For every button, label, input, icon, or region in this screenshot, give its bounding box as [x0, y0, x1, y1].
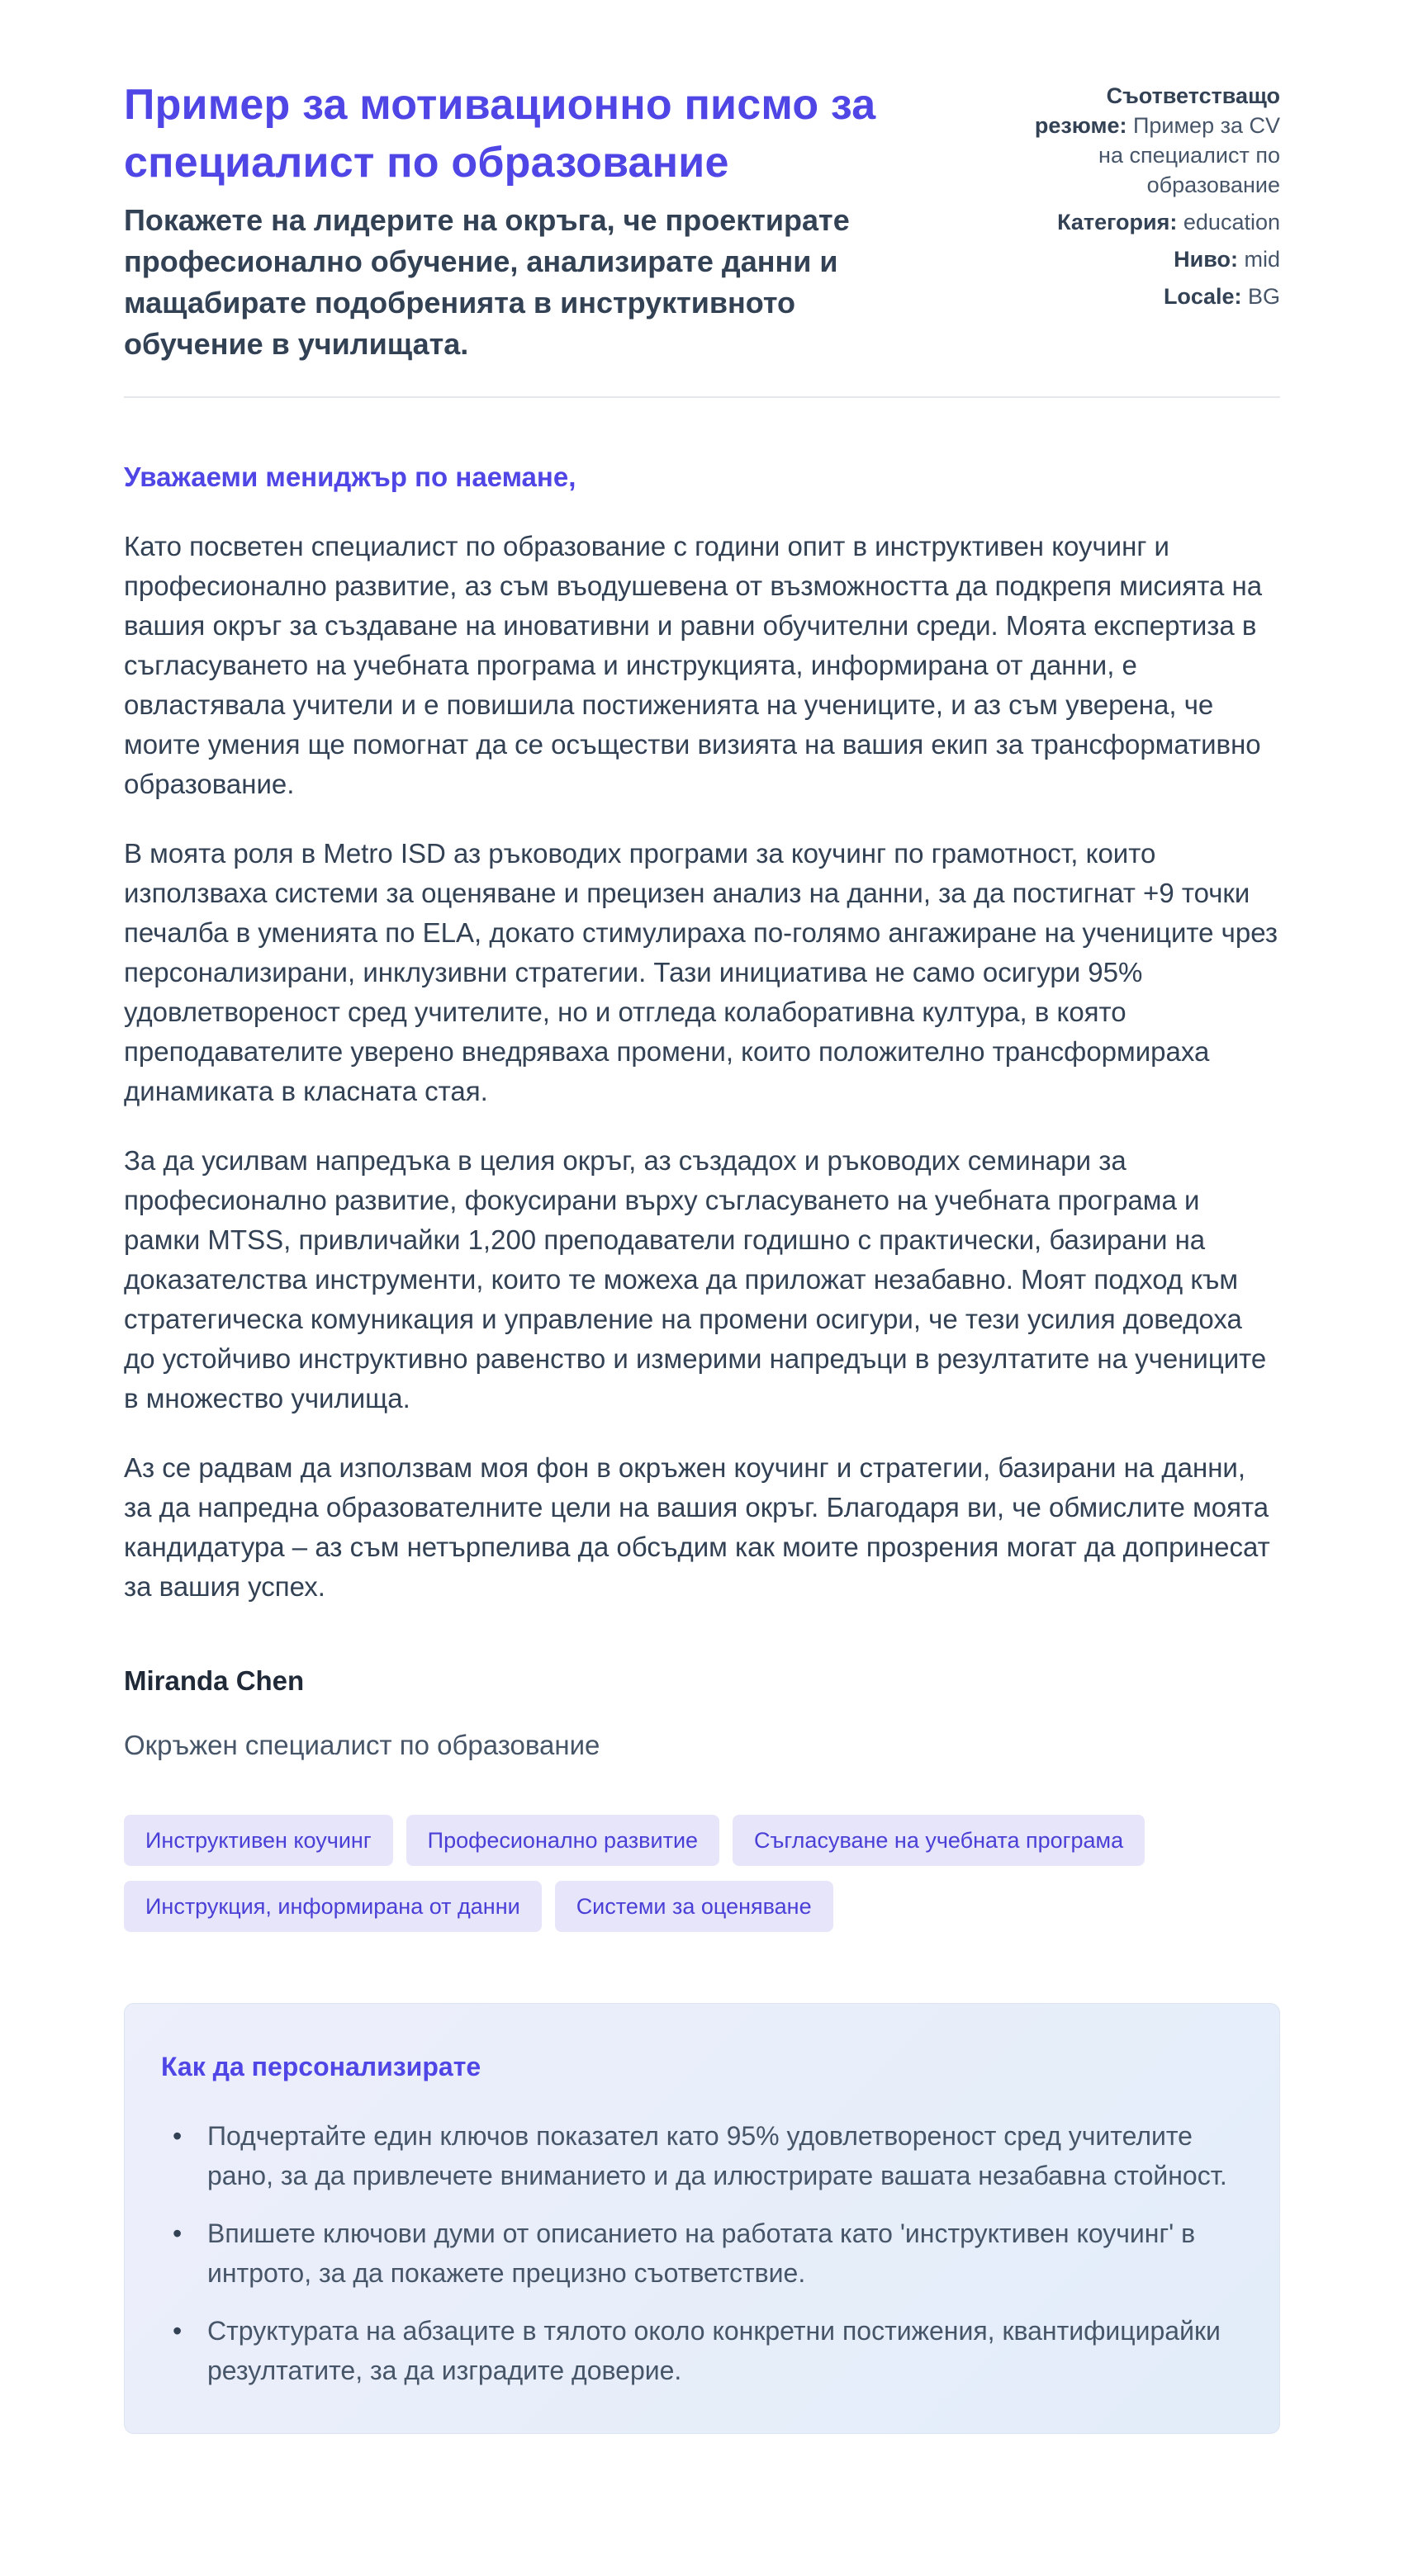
- tag-chip: Инструкция, информирана от данни: [124, 1881, 542, 1932]
- tips-item: [161, 2116, 1243, 2195]
- personalization-tips-box: [124, 2003, 1280, 2434]
- tips-item: [161, 2311, 1243, 2390]
- page-title: Пример за мотивационно писмо за специалист по образование: [124, 81, 876, 187]
- bullet-icon: •: [173, 2218, 183, 2248]
- tips-item-text: Структурата на абзаците в тялото около конкретни постижения, квантифицирайки резултатите, за да изградите доверие.: [207, 2316, 1221, 2385]
- letter-greeting: Уважаеми мениджър по наемане,: [124, 462, 576, 492]
- tips-item-text: Подчертайте един ключов показател като 95% удовлетвореност сред учителите рано, за да привлечете вниманието и да илюстрирате вашата незабавна стойност.: [207, 2121, 1227, 2190]
- meta-row-locale: [1016, 282, 1280, 311]
- meta-label: Категория:: [1057, 210, 1178, 234]
- meta-value: mid: [1244, 247, 1280, 272]
- meta-panel: [1016, 76, 1280, 319]
- meta-value: Пример за CV на специалист по образование: [1098, 113, 1280, 197]
- tag-chip: Професионално развитие: [406, 1815, 719, 1866]
- meta-value: BG: [1247, 284, 1280, 309]
- letter-body: [124, 398, 1280, 1765]
- tag-list: [124, 1815, 1156, 1932]
- bullet-icon: •: [173, 2316, 183, 2346]
- page-subtitle: Покажете на лидерите на окръга, че проектирате професионално обучение, анализирате данни и мащабирате подобренията в инструктивното обучение в училищата.: [124, 203, 850, 361]
- tips-list: [161, 2116, 1243, 2390]
- tips-title: Как да персонализирате: [161, 2052, 481, 2081]
- header: [124, 76, 1280, 365]
- tag-chip: Съгласуване на учебната програма: [733, 1815, 1145, 1866]
- tag-chip: Системи за оценяване: [555, 1881, 833, 1932]
- letter-paragraph: Като посветен специалист по образование с години опит в инструктивен коучинг и професионално развитие, аз съм въодушевена от възможността да подкрепя мисията на вашия окръг за създаване на иновативни и равни обучителни среди. Моята експертиза в съгласуването на учебната програма и инструкцията, информирана от данни, е овластявала учители и е повишила постиженията на учениците, и аз съм уверена, че моите умения ще помогнат да се осъществи визията на вашия екип за трансформативно образование.: [124, 531, 1263, 799]
- letter-paragraph: За да усилвам напредъка в целия окръг, аз създадох и ръководих семинари за професионално развитие, фокусирани върху съгласуването на учебната програма и рамки MTSS, привличайки 1,200 преподаватели годишно с практически, базирани на доказателства инструменти, които те можеха да приложат незабавно. Моят подход към стратегическа комуникация и управление на промени осигури, че тези усилия доведоха до устойчиво инструктивно равенство и измерими напредъци в резултатите на учениците в множество училища.: [124, 1145, 1267, 1413]
- header-title-block: [124, 76, 958, 365]
- meta-row-resume: [1016, 81, 1280, 200]
- meta-value: education: [1183, 210, 1280, 234]
- tips-item-text: Впишете ключови думи от описанието на работата като 'инструктивен коучинг' в интрото, за да покажете прецизно съответствие.: [207, 2218, 1196, 2288]
- meta-row-level: [1016, 244, 1280, 274]
- bullet-icon: •: [173, 2121, 183, 2151]
- meta-row-category: [1016, 207, 1280, 237]
- letter-paragraph: Аз се радвам да използвам моя фон в окръжен коучинг и стратегии, базирани на данни, за да напредна образователните цели на вашия окръг. Благодаря ви, че обмислите моята кандидатура – аз съм нетърпелива да обсъдим как моите прозрения могат да допринесат за вашия успех.: [124, 1452, 1270, 1602]
- cover-letter-page: [124, 0, 1280, 2515]
- meta-label: Съответстващо резюме:: [1034, 83, 1280, 138]
- meta-label: Ниво:: [1174, 247, 1238, 272]
- tag-chip: Инструктивен коучинг: [124, 1815, 393, 1866]
- meta-label: Locale:: [1163, 284, 1242, 309]
- letter-paragraph: В моята роля в Metro ISD аз ръководих програми за коучинг по грамотност, които използваха системи за оценяване и прецизен анализ на данни, за да постигнат +9 точки печалба в уменията по ELA, докато стимулираха по-голямо ангажиране на учениците чрез персонализирани, инклузивни стратегии. Тази инициатива не само осигури 95% удовлетвореност сред учителите, но и отгледа колаборативна култура, в която преподавателите уверено внедряваха промени, които положително трансформираха динамиката в класната стая.: [124, 838, 1278, 1106]
- signature-role: Окръжен специалист по образование: [124, 1730, 600, 1760]
- tips-item: [161, 2214, 1243, 2293]
- signature-name: Miranda Chen: [124, 1665, 305, 1696]
